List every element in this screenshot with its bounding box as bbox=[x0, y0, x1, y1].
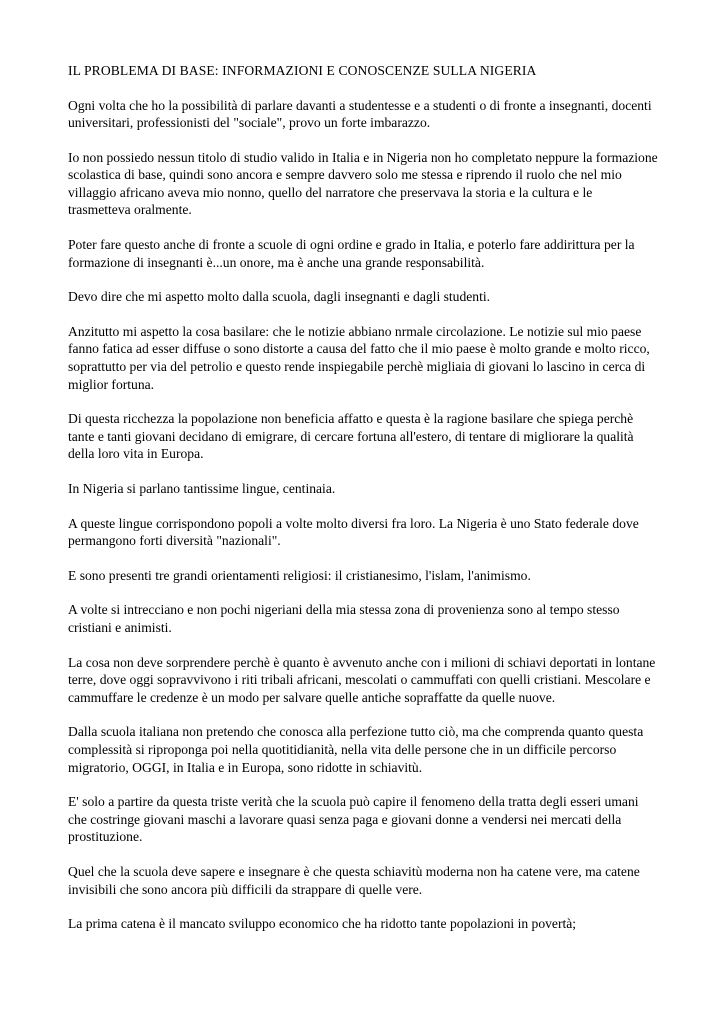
paragraph: E sono presenti tre grandi orientamenti religiosi: il cristianesimo, l'islam, l'animismo. bbox=[68, 567, 531, 583]
paragraph: Ogni volta che ho la possibilità di parlare davanti a studentesse e a studenti o di fronte a insegnanti, docenti universitari, professionisti del "sociale", provo un forte imbarazzo. bbox=[68, 97, 652, 131]
paragraph: A queste lingue corrispondono popoli a volte molto diversi fra loro. La Nigeria è uno Stato federale dove permangono forti diversità "nazionali". bbox=[68, 515, 639, 549]
paragraph: E' solo a partire da questa triste verità che la scuola può capire il fenomeno della tratta degli esseri umani che costringe giovani maschi a lavorare quasi senza paga e giovani donne a vendersi nei mercati della prostituzione. bbox=[68, 794, 639, 845]
paragraph: Io non possiedo nessun titolo di studio valido in Italia e in Nigeria non ho completato neppure la formazione scolastica di base, quindi sono ancora e sempre davvero solo me stessa e riprendo il ruolo che nel mio villaggio africano aveva mio nonno, quello del narratore che preservava la storia e la cultura e le trasmetteva oralmente. bbox=[68, 149, 658, 218]
paragraph: La cosa non deve sorprendere perchè è quanto è avvenuto anche con i milioni di schiavi deportati in lontane terre, dove oggi sopravvivono i riti tribali africani, mescolati o cammuffati con quelli cristiani. Mescolare e cammuffare le credenze è un modo per salvare quelle antiche sopraffatte da quelle nuove. bbox=[68, 654, 656, 705]
document-title: IL PROBLEMA DI BASE: INFORMAZIONI E CONOSCENZE SULLA NIGERIA bbox=[68, 63, 537, 78]
paragraph: Devo dire che mi aspetto molto dalla scuola, dagli insegnanti e dagli studenti. bbox=[68, 289, 491, 305]
paragraph: La prima catena è il mancato sviluppo economico che ha ridotto tante popolazioni in povertà; bbox=[68, 916, 577, 932]
paragraph: Quel che la scuola deve sapere e insegnare è che questa schiavitù moderna non ha catene vere, ma catene invisibili che sono ancora più difficili da strappare di quelle vere. bbox=[68, 863, 640, 897]
paragraph: Poter fare questo anche di fronte a scuole di ogni ordine e grado in Italia, e poterlo fare addirittura per la formazione di insegnanti è...un onore, ma è anche una grande responsabilità. bbox=[68, 237, 635, 270]
paragraph: Di questa ricchezza la popolazione non beneficia affatto e questa è la ragione basilare che spiega perchè tante e tanti giovani decidano di emigrare, di cercare fortuna all'estero, di tentare di migliorare la qualità della loro vita in Europa. bbox=[68, 411, 634, 462]
paragraph: A volte si intrecciano e non pochi nigeriani della mia stessa zona di provenienza sono al tempo stesso cristiani e animisti. bbox=[68, 602, 620, 635]
paragraph: Anzitutto mi aspetto la cosa basilare: che le notizie abbiano nrmale circolazione. Le notizie sul mio paese fanno fatica ad esser diffuse o sono distorte a causa del fatto che il mio paese è molto grande e molto ricco, soprattutto per via del petrolio e questo rende inspiegabile perchè migliaia di giovani lo lascino in cerca di miglior fortuna. bbox=[68, 323, 650, 392]
paragraph: Dalla scuola italiana non pretendo che conosca alla perfezione tutto ciò, ma che comprenda quanto questa complessità si riproponga poi nella quotitidianità, nella vita delle persone che in un difficile percorso migratorio, OGGI, in Italia e in Europa, sono ridotte in schiavitù. bbox=[68, 724, 644, 775]
paragraph: In Nigeria si parlano tantissime lingue, centinaia. bbox=[68, 481, 336, 496]
